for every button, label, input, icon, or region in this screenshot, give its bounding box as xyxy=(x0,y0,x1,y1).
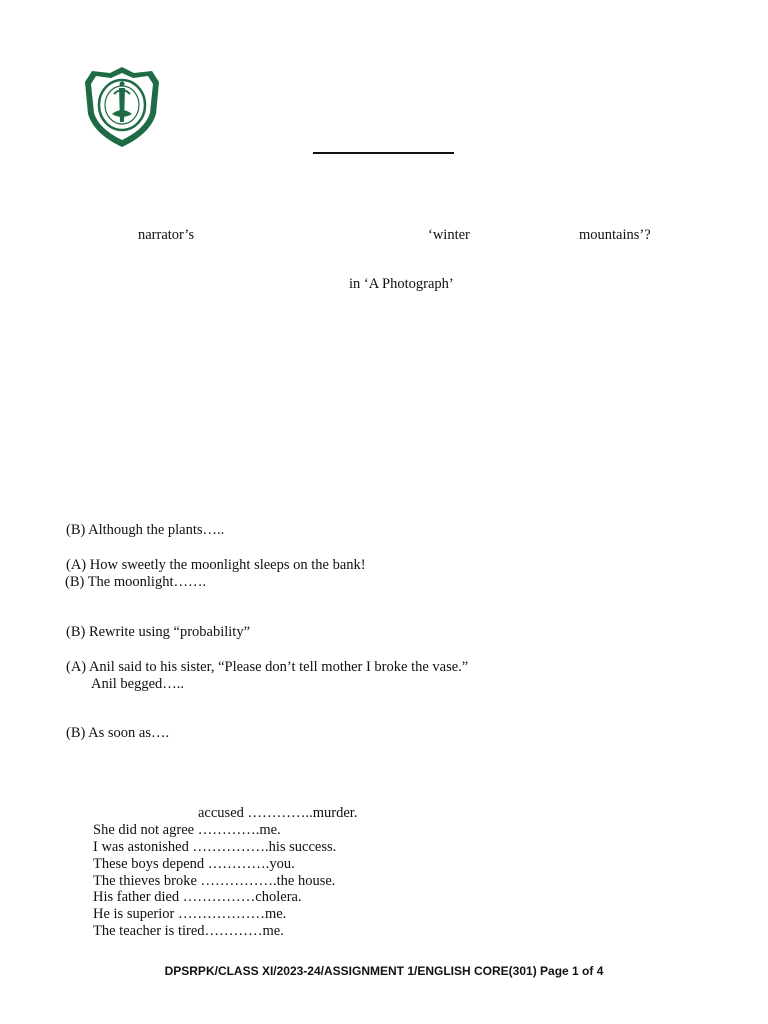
plants-line: (B) Although the plants….. xyxy=(66,522,225,538)
question-narrator: narrator’s xyxy=(138,227,195,243)
moonlight-b: (B) The moonlight……. xyxy=(65,574,207,590)
anil-b: Anil begged….. xyxy=(91,676,185,692)
list-item: These boys depend ………….you. xyxy=(93,856,295,872)
question-photograph: in ‘A Photograph’ xyxy=(349,276,454,292)
list-item: She did not agree ………….me. xyxy=(93,822,281,838)
moonlight-a: (A) How sweetly the moonlight sleeps on the bank! xyxy=(66,557,366,573)
as-soon-line: (B) As soon as…. xyxy=(66,725,170,741)
list-item: The teacher is tired…………me. xyxy=(93,923,284,939)
list-item: I was astonished …………….his success. xyxy=(93,839,337,855)
question-mountains: mountains’? xyxy=(579,227,651,243)
title-underline xyxy=(313,152,454,154)
school-crest-icon xyxy=(82,64,162,150)
list-item: He is superior ………………me. xyxy=(93,906,287,922)
anil-a: (A) Anil said to his sister, “Please don’t tell mother I broke the vase.” xyxy=(66,659,469,675)
list-item: His father died ……………cholera. xyxy=(93,889,302,905)
list-item: The thieves broke …………….the house. xyxy=(93,873,336,889)
page-footer: DPSRPK/CLASS XI/2023-24/ASSIGNMENT 1/ENGLISH CORE(301) Page 1 of 4 xyxy=(164,964,604,978)
probability-line: (B) Rewrite using “probability” xyxy=(66,624,251,640)
question-winter: ‘winter xyxy=(428,227,470,243)
accused-line: accused …………..murder. xyxy=(198,805,358,821)
